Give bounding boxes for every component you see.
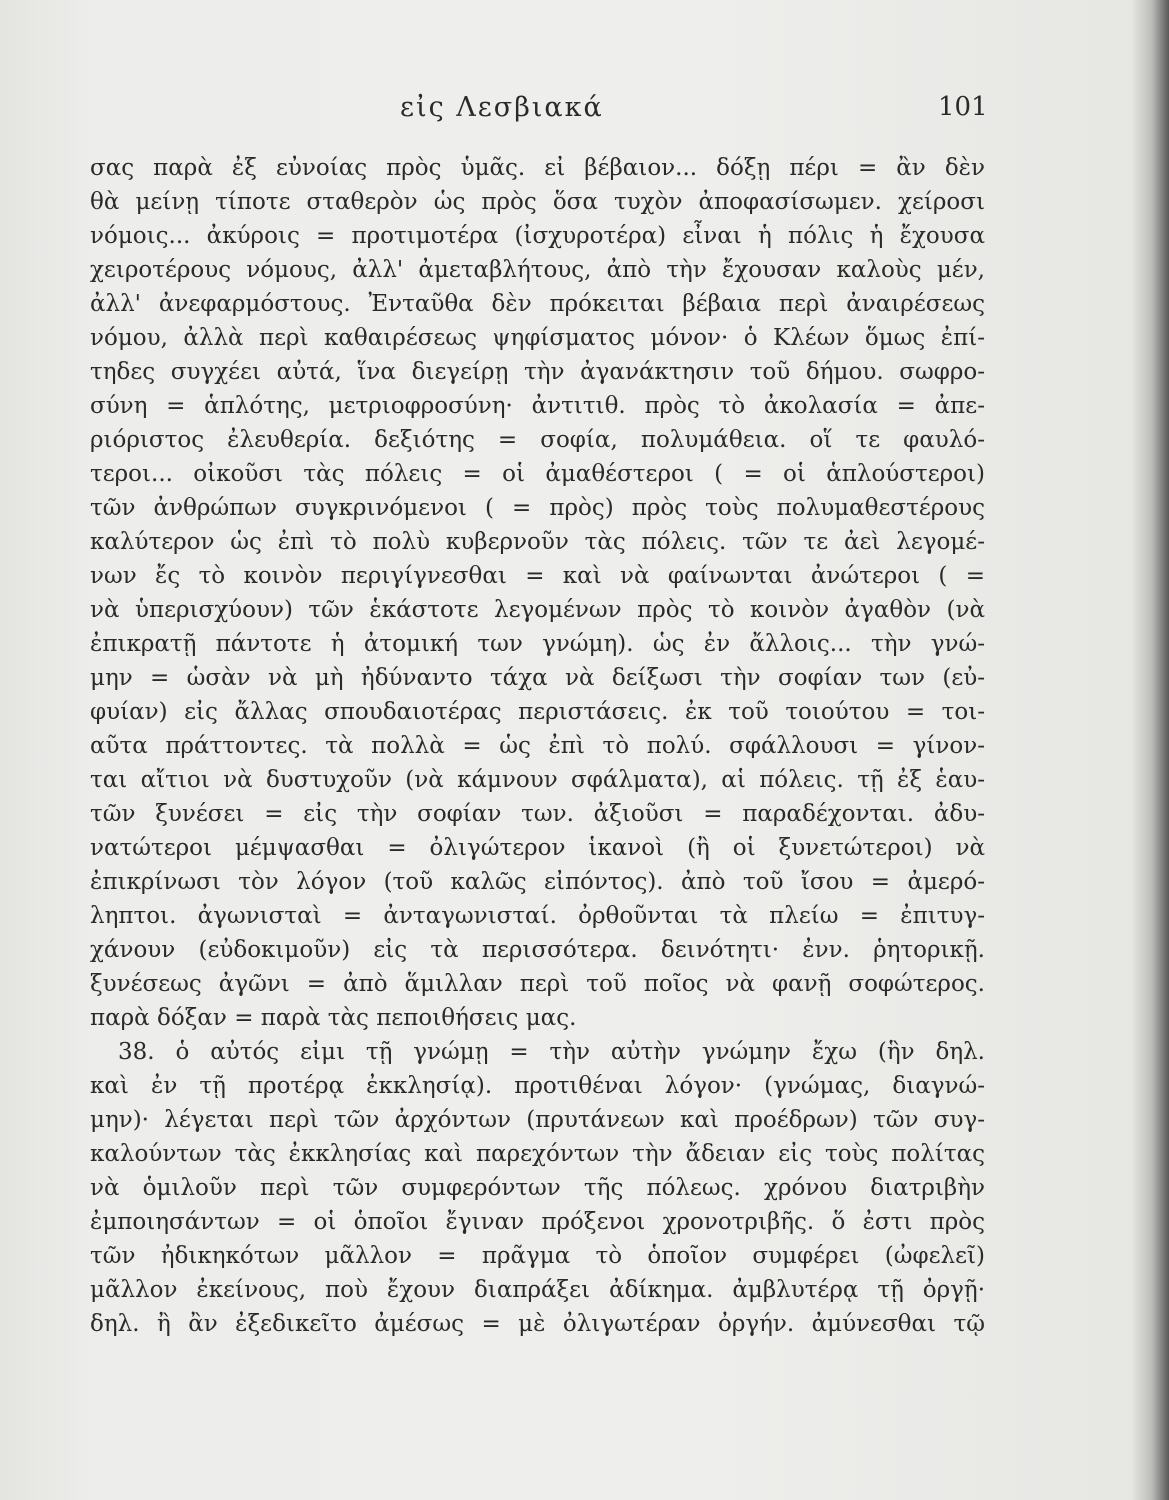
text-line: ται αἴτιοι νὰ δυστυχοῦν (νὰ κάμνουν σφάλματα), αἱ πόλεις. τῇ ἐξ ἑαυ- bbox=[90, 767, 985, 793]
text-line: ἐπικρίνωσι τὸν λόγον (τοῦ καλῶς εἰπόντος). ἀπὸ τοῦ ἴσου = ἀμερό- bbox=[90, 869, 985, 895]
text-line: ξυνέσεως ἀγῶνι = ἀπὸ ἅμιλλαν περὶ τοῦ ποῖος νὰ φανῇ σοφώτερος. bbox=[90, 971, 985, 997]
text-line: τεροι... οἰκοῦσι τὰς πόλεις = οἱ ἀμαθέστεροι ( = οἱ ἁπλούστεροι) bbox=[90, 461, 985, 487]
text-line: καὶ ἐν τῇ προτέρᾳ ἐκκλησίᾳ). προτιθέναι λόγον· (γνώμας, διαγνώ- bbox=[90, 1073, 985, 1099]
text-line: νόμοις... ἀκύροις = προτιμοτέρα (ἰσχυροτέρα) εἶναι ἡ πόλις ἡ ἔχουσα bbox=[90, 223, 985, 249]
text-line: καλύτερον ὡς ἐπὶ τὸ πολὺ κυβερνοῦν τὰς πόλεις. τῶν τε ἀεὶ λεγομέ- bbox=[90, 529, 985, 555]
text-line: τηδες συγχέει αὐτά, ἵνα διεγείρῃ τὴν ἀγανάκτησιν τοῦ δήμου. σωφρο- bbox=[90, 359, 985, 385]
commentary-text bbox=[90, 151, 985, 1341]
text-line: καλούντων τὰς ἐκκλησίας καὶ παρεχόντων τὴν ἄδειαν εἰς τοὺς πολίτας bbox=[90, 1141, 985, 1167]
paragraph-start-line: 38. ὁ αὐτός εἰμι τῇ γνώμῃ = τὴν αὐτὴν γνώμην ἔχω (ἣν δηλ. bbox=[118, 1039, 985, 1065]
text-line: ἐπικρατῇ πάντοτε ἡ ἀτομική των γνώμη). ὡς ἐν ἄλλοις... τὴν γνώ- bbox=[90, 631, 985, 657]
text-line: φυίαν) εἰς ἄλλας σπουδαιοτέρας περιστάσεις. ἐκ τοῦ τοιούτου = τοι- bbox=[90, 699, 985, 725]
paragraph-end-line: παρὰ δόξαν = παρὰ τὰς πεποιθήσεις μας. bbox=[90, 1005, 577, 1031]
text-line: χειροτέρους νόμους, ἀλλ' ἀμεταβλήτους, ἀπὸ τὴν ἔχουσαν καλοὺς μέν, bbox=[90, 257, 985, 283]
text-line: μην = ὡσὰν νὰ μὴ ἠδύναντο τάχα νὰ δείξωσι τὴν σοφίαν των (εὐ- bbox=[90, 665, 985, 691]
text-line: νων ἔς τὸ κοινὸν περιγίγνεσθαι = καὶ νὰ φαίνωνται ἀνώτεροι ( = bbox=[90, 563, 985, 589]
text-line: τῶν ξυνέσει = εἰς τὴν σοφίαν των. ἀξιοῦσι = παραδέχονται. ἀδυ- bbox=[90, 801, 985, 827]
text-line: τῶν ἠδικηκότων μᾶλλον = πρᾶγμα τὸ ὁποῖον συμφέρει (ὠφελεῖ) bbox=[90, 1243, 985, 1269]
text-line: νατώτεροι μέμψασθαι = ὀλιγώτερον ἱκανοὶ (ἢ οἱ ξυνετώτεροι) νὰ bbox=[90, 835, 985, 861]
text-line: νὰ ὑπερισχύουν) τῶν ἑκάστοτε λεγομένων πρὸς τὸ κοινὸν ἀγαθὸν (νὰ bbox=[90, 597, 985, 623]
text-line: δηλ. ἢ ἂν ἐξεδικεῖτο ἀμέσως = μὲ ὀλιγωτέραν ὀργήν. ἀμύνεσθαι τῷ bbox=[90, 1311, 985, 1337]
text-line: μᾶλλον ἐκείνους, ποὺ ἔχουν διαπράξει ἀδίκημα. ἀμβλυτέρᾳ τῇ ὀργῇ· bbox=[90, 1277, 985, 1303]
text-line: θὰ μείνῃ τίποτε σταθερὸν ὡς πρὸς ὅσα τυχὸν ἀποφασίσωμεν. χείροσι bbox=[90, 189, 985, 215]
text-line: ἀλλ' ἀνεφαρμόστους. Ἐνταῦθα δὲν πρόκειται βέβαια περὶ ἀναιρέσεως bbox=[90, 291, 985, 317]
text-line: ριόριστος ἐλευθερία. δεξιότης = σοφία, πολυμάθεια. οἵ τε φαυλό- bbox=[90, 427, 985, 453]
page-number: 101 bbox=[938, 92, 988, 122]
text-line: αῦτα πράττοντες. τὰ πολλὰ = ὡς ἐπὶ τὸ πολύ. σφάλλουσι = γίνον- bbox=[90, 733, 985, 759]
text-line: ἐμποιησάντων = οἱ ὁποῖοι ἔγιναν πρόξενοι χρονοτριβῆς. ὅ ἐστι πρὸς bbox=[90, 1209, 985, 1235]
page-edge-shadow bbox=[1131, 0, 1169, 1500]
text-line: νὰ ὁμιλοῦν περὶ τῶν συμφερόντων τῆς πόλεως. χρόνου διατριβὴν bbox=[90, 1175, 985, 1201]
text-line: μην)· λέγεται περὶ τῶν ἀρχόντων (πρυτάνεων καὶ προέδρων) τῶν συγ- bbox=[90, 1107, 985, 1133]
text-line: σας παρὰ ἐξ εὐνοίας πρὸς ὑμᾶς. εἰ βέβαιον... δόξῃ πέρι = ἂν δὲν bbox=[90, 155, 985, 181]
text-line: σύνη = ἁπλότης, μετριοφροσύνη· ἀντιτιθ. πρὸς τὸ ἀκολασία = ἀπε- bbox=[90, 393, 985, 419]
text-line: ληπτοι. ἀγωνισταὶ = ἀνταγωνισταί. ὀρθοῦνται τὰ πλείω = ἐπιτυγ- bbox=[90, 903, 985, 929]
text-line: νόμου, ἀλλὰ περὶ καθαιρέσεως ψηφίσματος μόνον· ὁ Κλέων ὅμως ἐπί- bbox=[90, 325, 985, 351]
page-header bbox=[0, 92, 1169, 132]
running-title: εἰς Λεσβιακά bbox=[400, 92, 604, 123]
text-line: χάνουν (εὐδοκιμοῦν) εἰς τὰ περισσότερα. δεινότητι· ἐνν. ῥητορικῇ. bbox=[90, 937, 985, 963]
text-line: τῶν ἀνθρώπων συγκρινόμενοι ( = πρὸς) πρὸς τοὺς πολυμαθεστέρους bbox=[90, 495, 985, 521]
